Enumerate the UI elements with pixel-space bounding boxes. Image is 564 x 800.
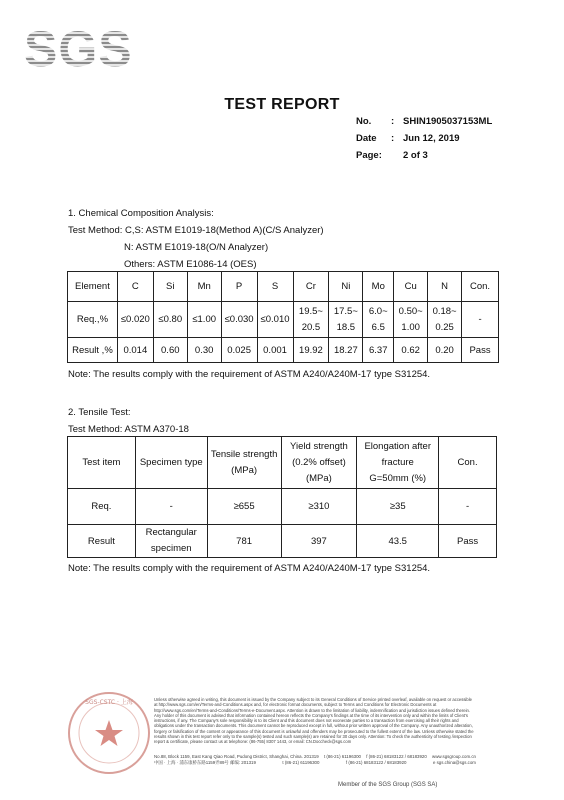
result-cell: 6.37 bbox=[363, 338, 394, 363]
tensile-test-table bbox=[67, 436, 497, 558]
column-header: C bbox=[117, 272, 153, 302]
column-header: Cr bbox=[293, 272, 329, 302]
column-header: Ni bbox=[329, 272, 363, 302]
column-header: Element bbox=[68, 272, 118, 302]
address-row-cn bbox=[154, 760, 476, 766]
section2-note: Note: The results comply with the requirement of ASTM A240/A240M-17 type S31254. bbox=[68, 563, 431, 574]
result-cell: 43.5 bbox=[357, 525, 439, 558]
requirement-cell: 17.5~ 18.5 bbox=[329, 302, 363, 338]
result-cell: Rectangular specimen bbox=[135, 525, 207, 558]
report-number-row bbox=[356, 113, 492, 130]
section1-method-n: N: ASTM E1019-18(O/N Analyzer) bbox=[124, 242, 269, 253]
meta-label: No. bbox=[356, 116, 372, 127]
column-header: N bbox=[428, 272, 462, 302]
requirement-cell: ≤0.80 bbox=[153, 302, 187, 338]
address-cn: 中国 · 上海 · 浦东康桥东路1159弄89号 邮编: 201319 bbox=[154, 760, 256, 765]
table-row-result bbox=[68, 338, 499, 363]
table-row-result bbox=[68, 525, 497, 558]
requirement-cell: - bbox=[462, 302, 499, 338]
requirement-cell: 0.50~ 1.00 bbox=[394, 302, 428, 338]
table-row-req bbox=[68, 489, 497, 525]
svg-text:SGS: SGS bbox=[24, 22, 133, 74]
meta-label: Page: bbox=[356, 150, 382, 161]
column-header: Elongation after fracture G=50mm (%) bbox=[357, 437, 439, 489]
row-label: Result ,% bbox=[68, 338, 118, 363]
fax-1: f (86-21) 68183122 / 68183920 bbox=[366, 754, 427, 759]
result-cell: 781 bbox=[207, 525, 281, 558]
column-header: Con. bbox=[462, 272, 499, 302]
table-row-req bbox=[68, 302, 499, 338]
section1-method-cs: Test Method: C,S: ASTM E1019-18(Method A)(C/S Analyzer) bbox=[68, 225, 324, 236]
web-address: www.sgsgroup.com.cn bbox=[432, 754, 476, 759]
result-cell: 0.025 bbox=[221, 338, 257, 363]
result-cell: 0.30 bbox=[187, 338, 221, 363]
requirement-cell: - bbox=[439, 489, 497, 525]
chemical-composition-table bbox=[67, 271, 499, 363]
result-cell: 0.001 bbox=[257, 338, 293, 363]
table-header-row bbox=[68, 437, 497, 489]
requirement-cell: 6.0~ 6.5 bbox=[363, 302, 394, 338]
column-header: Test item bbox=[68, 437, 136, 489]
result-cell: 0.20 bbox=[428, 338, 462, 363]
requirement-cell: 0.18~ 0.25 bbox=[428, 302, 462, 338]
result-cell: 0.62 bbox=[394, 338, 428, 363]
result-cell: 18.27 bbox=[329, 338, 363, 363]
row-label: Req.,% bbox=[68, 302, 118, 338]
result-cell: Pass bbox=[462, 338, 499, 363]
report-page-row bbox=[356, 147, 492, 164]
fax-2: f (86-21) 68183122 / 68183920 bbox=[345, 760, 407, 765]
table-header-row bbox=[68, 272, 499, 302]
report-date: Jun 12, 2019 bbox=[403, 133, 460, 144]
report-page: 2 of 3 bbox=[403, 150, 428, 161]
column-header: Mn bbox=[187, 272, 221, 302]
column-header: Yield strength (0.2% offset) (MPa) bbox=[281, 437, 357, 489]
sgs-group-member: Member of the SGS Group (SGS SA) bbox=[338, 782, 438, 788]
column-header: Si bbox=[153, 272, 187, 302]
disclaimer-text: Unless otherwise agreed in writing, this document is issued by the Company subject to its General Conditions of Service printed overleaf, available on request or accessible at http://www.sgs.com/en/Terms-and-Conditions.aspx and, for electronic format documents, subject to Terms and Conditions for Electronic Documents at http://www.sgs.com/en/Terms-and-Conditions/Terms-e-Document.aspx. Attention is drawn to the limitation of liability, indemnification and jurisdiction issues defined therein. Any holder of this document is advised that information contained hereon reflects the Company's findings at the time of its intervention only and within the limits of Client's instructions, if any. The Company's sole responsibility is to its Client and this document does not exonerate parties to a transaction from exercising all their rights and obligations under the transaction documents. This document cannot be reproduced except in full, without prior written approval of the Company. Any unauthorized alteration, forgery or falsification of the content or appearance of this document is unlawful and offenders may be prosecuted to the fullest extent of the law. Unless otherwise stated the results shown in this test report refer only to the sample(s) tested and such sample(s) are retained for 30 days only. bbox=[154, 697, 474, 740]
company-stamp bbox=[66, 690, 152, 776]
meta-sep bbox=[391, 147, 403, 164]
requirement-cell: ≥35 bbox=[357, 489, 439, 525]
requirement-cell: 19.5~ 20.5 bbox=[293, 302, 329, 338]
section1-heading: 1. Chemical Composition Analysis: bbox=[68, 208, 214, 219]
result-cell: 19.92 bbox=[293, 338, 329, 363]
result-cell: 0.60 bbox=[153, 338, 187, 363]
column-header: S bbox=[257, 272, 293, 302]
tel-2: t (86-21) 61196300 bbox=[282, 760, 320, 765]
footer-address bbox=[154, 754, 476, 766]
report-date-row bbox=[356, 130, 492, 147]
requirement-cell: ≤0.020 bbox=[117, 302, 153, 338]
report-title: TEST REPORT bbox=[224, 96, 340, 113]
column-header: Tensile strength (MPa) bbox=[207, 437, 281, 489]
report-meta bbox=[356, 113, 492, 164]
column-header: P bbox=[221, 272, 257, 302]
svg-text:SGS-CSTC · 上海: SGS-CSTC · 上海 bbox=[85, 699, 133, 706]
requirement-cell: ≥655 bbox=[207, 489, 281, 525]
requirement-cell: ≤0.010 bbox=[257, 302, 293, 338]
email-address: e sgs.china@sgs.com bbox=[432, 760, 476, 765]
section1-note: Note: The results comply with the requirement of ASTM A240/A240M-17 type S31254. bbox=[68, 369, 431, 380]
result-cell: 0.014 bbox=[117, 338, 153, 363]
tel-1: t (86-21) 61196300 bbox=[323, 754, 361, 759]
report-number: SHIN1905037153ML bbox=[403, 116, 493, 127]
requirement-cell: ≤1.00 bbox=[187, 302, 221, 338]
row-label: Result bbox=[68, 525, 136, 558]
requirement-cell: ≥310 bbox=[281, 489, 357, 525]
footer-disclaimer bbox=[154, 697, 476, 745]
section2-method: Test Method: ASTM A370-18 bbox=[68, 424, 189, 435]
meta-sep: : bbox=[391, 133, 395, 144]
meta-label: Date bbox=[356, 133, 377, 144]
section2-heading: 2. Tensile Test: bbox=[68, 407, 131, 418]
result-cell: 397 bbox=[281, 525, 357, 558]
column-header: Cu bbox=[394, 272, 428, 302]
address-en: No.88, Block 1159, East Kang Qiao Road, Pudong District, Shanghai, China. 201319 bbox=[154, 754, 319, 759]
authenticity-contact: Attention: To check the authenticity of testing /inspection report & certificate, please contact us at telephone: (86-755) 8307 1443, or email: CN.Doccheck@sgs.com bbox=[154, 734, 472, 745]
result-cell: Pass bbox=[439, 525, 497, 558]
sgs-logo bbox=[22, 22, 134, 74]
column-header: Con. bbox=[439, 437, 497, 489]
row-label: Req. bbox=[68, 489, 136, 525]
requirement-cell: ≤0.030 bbox=[221, 302, 257, 338]
section1-method-oes: Others: ASTM E1086-14 (OES) bbox=[124, 259, 257, 270]
column-header: Mo bbox=[363, 272, 394, 302]
meta-sep: : bbox=[391, 116, 395, 127]
column-header: Specimen type bbox=[135, 437, 207, 489]
requirement-cell: - bbox=[135, 489, 207, 525]
